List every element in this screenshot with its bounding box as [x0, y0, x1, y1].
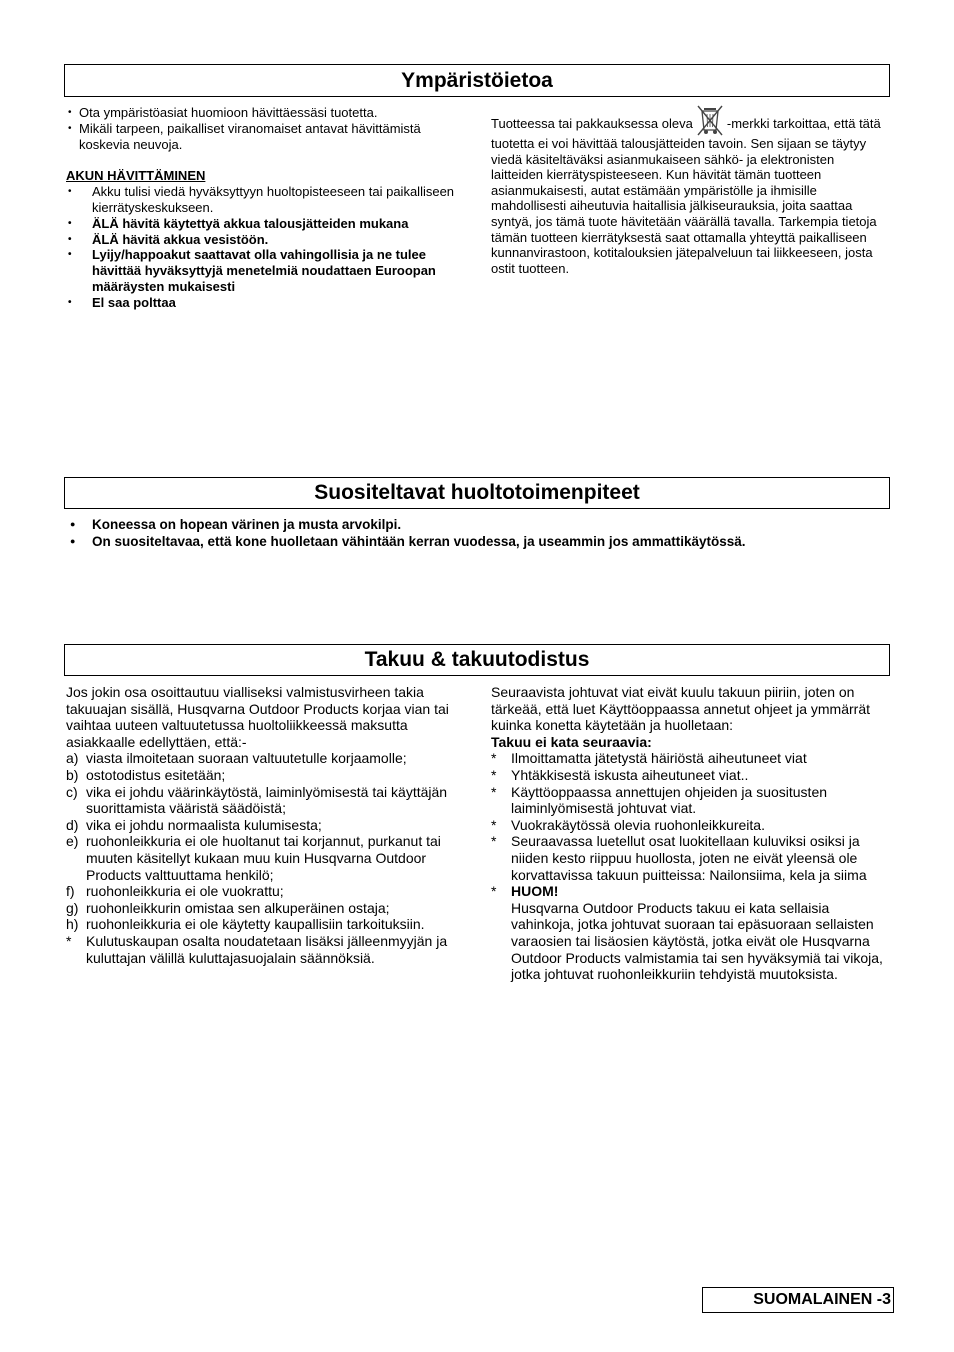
exclusion-text: Käyttöoppaassa annettujen ohjeiden ja suositusten laiminlyömisestä johtuvat viat. [511, 783, 828, 817]
note-block [511, 883, 887, 983]
weee-paragraph [491, 104, 887, 276]
note-row [491, 883, 887, 983]
asterisk: * [491, 783, 497, 800]
condition-text: ruohonleikkuria ei ole käytetty kaupallisiin tarkoituksiin. [86, 916, 425, 933]
list-item: • Lyijy/happoakut saattavat olla vahingollisia ja ne tulee hävittää hyväksyttyjä menetelmiä noudattaen Euroopan määräysten mukaisesti [66, 247, 466, 294]
condition-text: viasta ilmoitetaan suoraan valtuutetulle korjaamolle; [86, 750, 407, 767]
env-right-column [491, 104, 887, 276]
list-item: • El saa polttaa [66, 295, 466, 311]
list-item: ● Koneessa on hopean värinen ja musta arvokilpi. [66, 516, 806, 533]
exclusion-text: Yhtäkkisestä iskusta aiheutuneet viat.. [511, 766, 749, 783]
env-left-column [66, 105, 466, 311]
condition-row [66, 883, 472, 900]
condition-key: d) [66, 816, 79, 833]
section-title-maintenance: Suositeltavat huoltotoimenpiteet [64, 477, 890, 509]
asterisk: * [491, 816, 497, 833]
condition-key: h) [66, 916, 79, 933]
list-item: • ÄLÄ hävitä käytettyä akkua talousjätteiden mukana [66, 216, 466, 232]
exclusion-row [491, 817, 887, 834]
page-footer-label: SUOMALAINEN -3 [702, 1287, 894, 1313]
condition-key: e) [66, 833, 79, 850]
asterisk: * [491, 883, 497, 900]
exclusion-text: Ilmoittamatta jätetystä häiriöstä aiheutuneet viat [511, 750, 807, 767]
note-text: Husqvarna Outdoor Products takuu ei kata sellaisia vahinkoja, jotka johtuvat suoraan tai epäsuoraan sellaisten varaosien tai lisäosien käytöstä, jotka eivät ole Husqvarna Outdoor Products valmistamia tai sen hyväksymiä tai vikoja, jotka johtuvat ruohonleikkuriin tehdyistä muutoksista. [511, 899, 883, 983]
condition-text: vika ei johdu väärinkäytöstä, laiminlyömisestä tai käyttäjän suorittamista vääristä säädöistä; [86, 783, 448, 817]
exclusion-row [491, 833, 887, 883]
weee-text-after: -merkki tarkoittaa, että tätä tuotetta ei voi hävittää talousjätteiden tavoin. Sen sijaan se täytyy viedä käsiteltäväksi asianmukaiseen sähkö- ja elektronisten laitteiden kierrätyspisteeseen. Kun hävität tämän tuotteen asianmukaisesti, autat estämään ympäristölle ja ihmisille mahdollisesti aiheutuvia haitallisia jälkiseurauksia, joita saattaa syntyä, jos tämä tuote hävitetään väärällä tavalla. Tarkempia tietoja tämän tuotteen kierrätyksestä saat ottamalla yhteyttä paikalliseen kunnanvirastoon, kotitalouksien jätepalveluun tai liikkeeseen, josta ostit tuotteen. [491, 116, 881, 276]
warranty-intro: Jos jokin osa osoittautuu vialliseksi valmistusvirheen takia takuuajan sisällä, Husqvarna Outdoor Products korjaa vian tai vaihtaa uuteen valtuutetussa huoltoliikkeessä maksutta asiakkaalle edellyttäen, että:- [66, 684, 449, 750]
list-item: • ÄLÄ hävitä akkua vesistöön. [66, 232, 466, 248]
list-item: • Mikäli tarpeen, paikalliset viranomaiset antavat hävittämistä koskevia neuvoja. [66, 121, 466, 153]
battery-list [66, 184, 466, 310]
condition-text: ruohonleikkuria ei ole vuokrattu; [86, 883, 284, 900]
condition-row [66, 933, 472, 966]
asterisk: * [491, 766, 497, 783]
list-item: • Ota ympäristöasiat huomioon hävittäessäsi tuotetta. [66, 105, 466, 121]
weee-text-before: Tuotteessa tai pakkauksessa oleva [491, 116, 693, 131]
condition-row [66, 767, 472, 784]
maintenance-list [66, 516, 806, 550]
condition-text: vika ei johdu normaalista kulumisesta; [86, 816, 322, 833]
asterisk: * [491, 833, 497, 850]
condition-key: b) [66, 766, 79, 783]
asterisk: * [491, 750, 497, 767]
condition-text: ostotodistus esitetään; [86, 766, 226, 783]
list-item: ● On suositeltavaa, että kone huolletaan vähintään kerran vuodessa, ja useammin jos ammattikäytössä. [66, 533, 806, 550]
condition-text: ruohonleikkurin omistaa sen alkuperäinen ostaja; [86, 899, 390, 916]
section-title-environment: Ympäristöietoa [64, 64, 890, 97]
not-covered-heading: Takuu ei kata seuraavia: [491, 733, 652, 750]
condition-text: ruohonleikkuria ei ole huoltanut tai korjannut, purkanut tai muuten käsitellyt kukaan muu kuin Husqvarna Outdoor Products valttuuttama henkilö; [86, 833, 441, 883]
condition-row [66, 916, 472, 933]
condition-key: c) [66, 783, 78, 800]
exclusion-row [491, 767, 887, 784]
list-item: • Akku tulisi viedä hyväksyttyyn huoltopisteeseen tai paikalliseen kierrätyskeskukseen. [66, 184, 466, 216]
exclusion-row [491, 750, 887, 767]
condition-key: g) [66, 899, 79, 916]
condition-row [66, 784, 472, 817]
exclusion-text: Vuokrakäytössä olevia ruohonleikkureita. [511, 816, 765, 833]
weee-bin-icon [695, 104, 725, 136]
warranty-right-intro: Seuraavista johtuvat viat eivät kuulu takuun piiriin, joten on tärkeää, että luet Käyttöoppaassa annetut ohjeet ja ymmärrät kuinka konetta käytetään ja huolletaan: [491, 684, 871, 734]
condition-row [66, 817, 472, 834]
condition-key: a) [66, 750, 79, 767]
maintenance-list-container [66, 516, 806, 550]
battery-heading: AKUN HÄVITTÄMINEN [66, 168, 206, 184]
env-bullets [66, 105, 466, 152]
condition-key: * [66, 932, 72, 949]
exclusion-text: Seuraavassa luetellut osat luokitellaan kuluviksi osiksi ja niiden kesto riippuu huollosta, joten ne eivät yleensä ole korvattavissa takuun puitteissa: Nailonsiima, kela ja siima [511, 833, 867, 883]
warranty-right-column [491, 684, 887, 983]
condition-text: Kulutuskaupan osalta noudatetaan lisäksi jälleenmyyjän ja kuluttajan välillä kuluttajasuojalain säännöksiä. [86, 932, 448, 966]
note-heading: HUOM! [511, 883, 559, 900]
warranty-left-column [66, 684, 472, 966]
section-title-warranty: Takuu & takuutodistus [64, 644, 890, 676]
condition-row [66, 900, 472, 917]
exclusion-row [491, 784, 887, 817]
condition-key: f) [66, 883, 75, 900]
condition-row [66, 750, 472, 767]
condition-row [66, 833, 472, 883]
